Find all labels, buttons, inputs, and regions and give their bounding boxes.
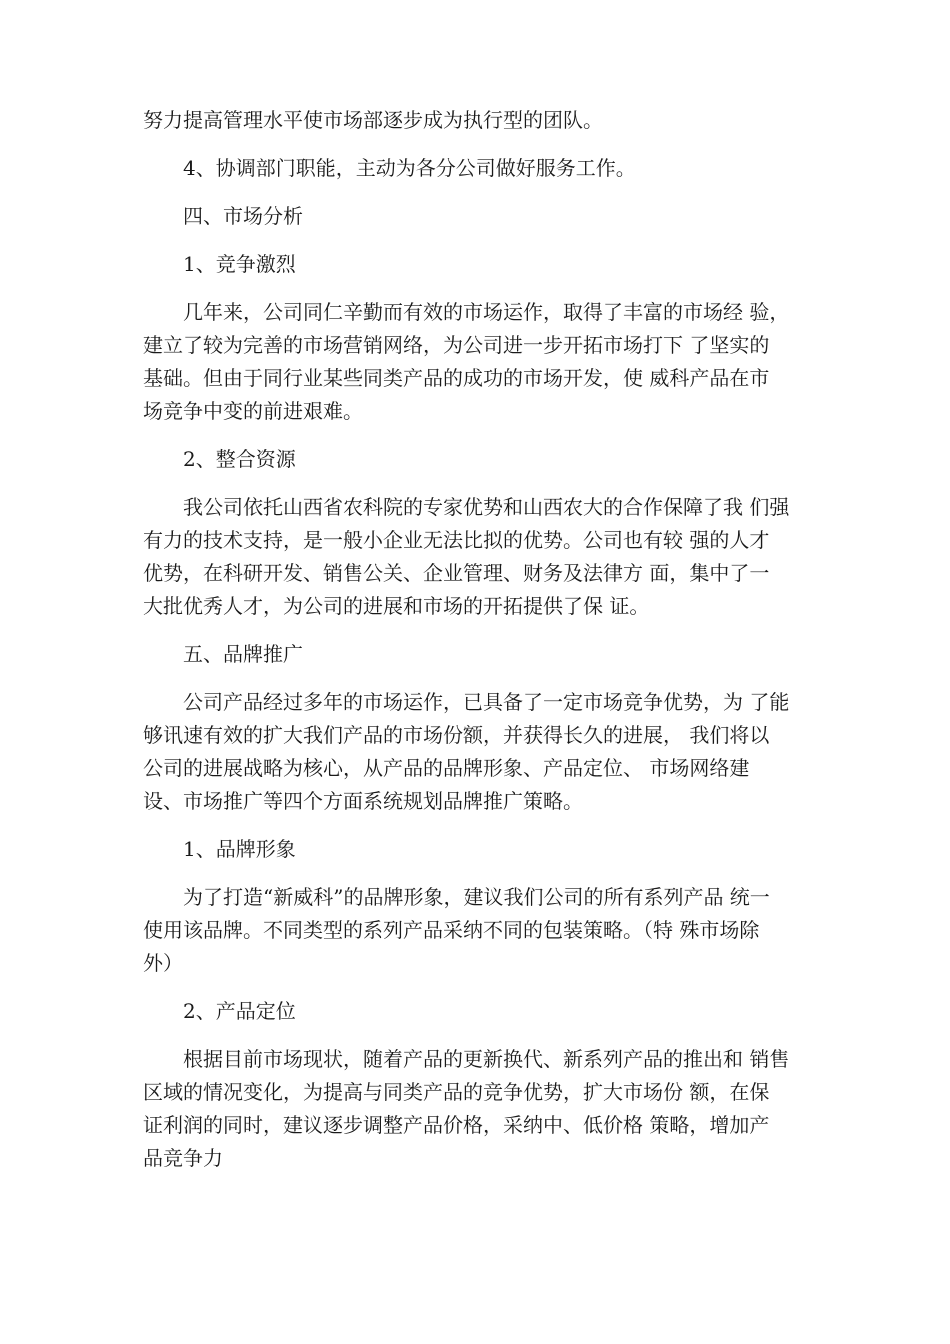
paragraph-resources — [143, 491, 843, 623]
text-line: 区域的情况变化，为提高与同类产品的竞争优势，扩大市场份 额，在保 — [143, 1080, 770, 1104]
text-line: 1、竞争激烈 — [183, 252, 296, 276]
text-line: 设、市场推广等四个方面系统规划品牌推广策略。 — [143, 789, 583, 813]
subheading-integrate-resources — [143, 443, 843, 476]
paragraph-continuation — [143, 104, 843, 137]
text-line: 优势，在科研开发、销售公关、企业管理、财务及法律方 面，集中了一 — [143, 561, 770, 585]
text-line: 1、品牌形象 — [183, 837, 296, 861]
document-body — [143, 104, 843, 1175]
text-line: 品竞争力 — [143, 1146, 223, 1170]
list-item-coordinate-departments — [143, 152, 843, 185]
text-line: 使用该品牌。不同类型的系列产品采纳不同的包装策略。（特 殊市场除 — [143, 918, 760, 942]
text-line: 场竞争中变的前进艰难。 — [143, 399, 363, 423]
text-line: 五、品牌推广 — [183, 642, 303, 666]
paragraph-brand-image — [143, 881, 843, 980]
paragraph-product-positioning — [143, 1043, 843, 1175]
subheading-brand-image — [143, 833, 843, 866]
text-line: 证利润的同时，建议逐步调整产品价格，采纳中、低价格 策略，增加产 — [143, 1113, 770, 1137]
subheading-product-positioning — [143, 995, 843, 1028]
text-line: 有力的技术支持，是一般小企业无法比拟的优势。公司也有较 强的人才 — [143, 528, 770, 552]
text-line: 几年来，公司同仁辛勤而有效的市场运作，取得了丰富的市场经 验， — [183, 300, 790, 324]
section-heading-market-analysis — [143, 200, 843, 233]
subheading-competition — [143, 248, 843, 281]
text-line: 四、市场分析 — [183, 204, 303, 228]
text-line: 4、协调部门职能，主动为各分公司做好服务工作。 — [183, 156, 636, 180]
text-line: 公司产品经过多年的市场运作，已具备了一定市场竞争优势，为 了能 — [183, 690, 790, 714]
paragraph-competition — [143, 296, 843, 428]
text-line: 基础。但由于同行业某些同类产品的成功的市场开发，使 威科产品在市 — [143, 366, 770, 390]
text-line: 我公司依托山西省农科院的专家优势和山西农大的合作保障了我 们强 — [183, 495, 790, 519]
paragraph-brand-promotion — [143, 686, 843, 818]
text-line: 为了打造“新威科”的品牌形象，建议我们公司的所有系列产品 统一 — [183, 885, 770, 909]
text-line: 建立了较为完善的市场营销网络，为公司进一步开拓市场打下 了坚实的 — [143, 333, 770, 357]
text-line: 2、整合资源 — [183, 447, 296, 471]
text-line: 努力提高管理水平使市场部逐步成为执行型的团队。 — [143, 108, 603, 132]
text-line: 外） — [143, 951, 183, 975]
text-line: 根据目前市场现状，随着产品的更新换代、新系列产品的推出和 销售 — [183, 1047, 790, 1071]
text-line: 2、产品定位 — [183, 999, 296, 1023]
text-line: 够讯速有效的扩大我们产品的市场份额，并获得长久的进展， 我们将以 — [143, 723, 770, 747]
text-line: 大批优秀人才，为公司的进展和市场的开拓提供了保 证。 — [143, 594, 650, 618]
section-heading-brand-promotion — [143, 638, 843, 671]
text-line: 公司的进展战略为核心，从产品的品牌形象、产品定位、 市场网络建 — [143, 756, 750, 780]
